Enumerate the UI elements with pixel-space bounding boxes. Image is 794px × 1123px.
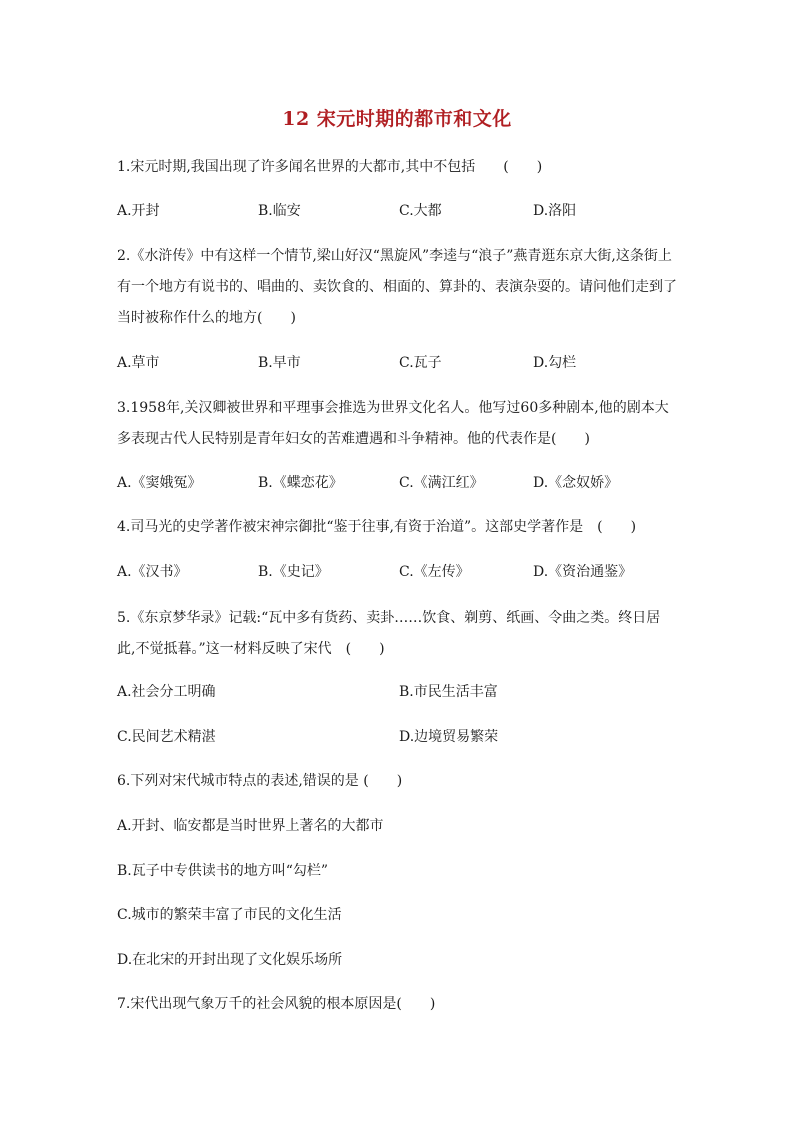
question-4-stem: 4.司马光的史学著作被宋神宗御批“鉴于往事,有资于治道”。这部史学著作是 ( ) [117, 519, 637, 535]
question-1-stem: 1.宋元时期,我国出现了许多闻名世界的大都市,其中不包括 ( ) [117, 159, 543, 175]
question-3-option-c[interactable]: C.《满江红》 [399, 475, 484, 491]
question-5-options-row-1 [117, 681, 677, 703]
question-1-option-b[interactable]: B.临安 [258, 203, 301, 219]
question-3-option-d[interactable]: D.《念奴娇》 [533, 475, 619, 491]
question-2-option-b[interactable]: B.早市 [258, 355, 301, 371]
question-2-options [117, 352, 677, 374]
question-1-option-d[interactable]: D.洛阳 [533, 203, 577, 219]
question-2-option-d[interactable]: D.勾栏 [533, 355, 577, 371]
question-2-option-c[interactable]: C.瓦子 [399, 355, 442, 371]
question-6-option-b[interactable]: B.瓦子中专供读书的地方叫“勾栏” [117, 863, 329, 879]
question-1-option-c[interactable]: C.大都 [399, 203, 442, 219]
question-5-option-a[interactable]: A.社会分工明确 [117, 684, 216, 700]
question-6-option-c[interactable]: C.城市的繁荣丰富了市民的文化生活 [117, 907, 342, 923]
question-5-option-c[interactable]: C.民间艺术精湛 [117, 729, 216, 745]
question-5-option-d[interactable]: D.边境贸易繁荣 [399, 729, 499, 745]
question-7-stem: 7.宋代出现气象万千的社会风貌的根本原因是( ) [117, 996, 436, 1012]
question-1-option-a[interactable]: A.开封 [117, 203, 160, 219]
question-3-option-a[interactable]: A.《窦娥冤》 [117, 475, 202, 491]
question-6-option-a[interactable]: A.开封、临安都是当时世界上著名的大都市 [117, 818, 384, 834]
question-2-option-a[interactable]: A.草市 [117, 355, 160, 371]
question-5-options-row-2 [117, 726, 677, 748]
question-6-stem: 6.下列对宋代城市特点的表述,错误的是 ( ) [117, 773, 403, 789]
question-5-stem: 5.《东京梦华录》记载:“瓦中多有货药、卖卦……饮食、剃剪、纸画、令曲之类。终日居此,不觉抵暮。”这一材料反映了宋代 ( ) [117, 610, 661, 657]
question-3-stem: 3.1958年,关汉卿被世界和平理事会推选为世界文化名人。他写过60多种剧本,他的剧本大多表现古代人民特别是青年妇女的苦难遭遇和斗争精神。他的代表作是( ) [117, 400, 669, 447]
question-4-option-a[interactable]: A.《汉书》 [117, 564, 188, 580]
question-3-options [117, 472, 677, 494]
question-5-option-b[interactable]: B.市民生活丰富 [399, 684, 498, 700]
question-1-options [117, 200, 677, 222]
question-2-stem: 2.《水浒传》中有这样一个情节,梁山好汉“黑旋风”李逵与“浪子”燕青逛东京大街,这条街上有一个地方有说书的、唱曲的、卖饮食的、相面的、算卦的、表演杂耍的。请问他们走到了当时被称作什么的地方( ) [117, 248, 677, 326]
question-4-options [117, 561, 677, 583]
question-3-option-b[interactable]: B.《蝶恋花》 [258, 475, 343, 491]
question-4-option-c[interactable]: C.《左传》 [399, 564, 470, 580]
question-4-option-b[interactable]: B.《史记》 [258, 564, 329, 580]
question-6-option-d[interactable]: D.在北宋的开封出现了文化娱乐场所 [117, 952, 343, 968]
page-title: 12 宋元时期的都市和文化 [282, 108, 512, 130]
question-4-option-d[interactable]: D.《资治通鉴》 [533, 564, 633, 580]
